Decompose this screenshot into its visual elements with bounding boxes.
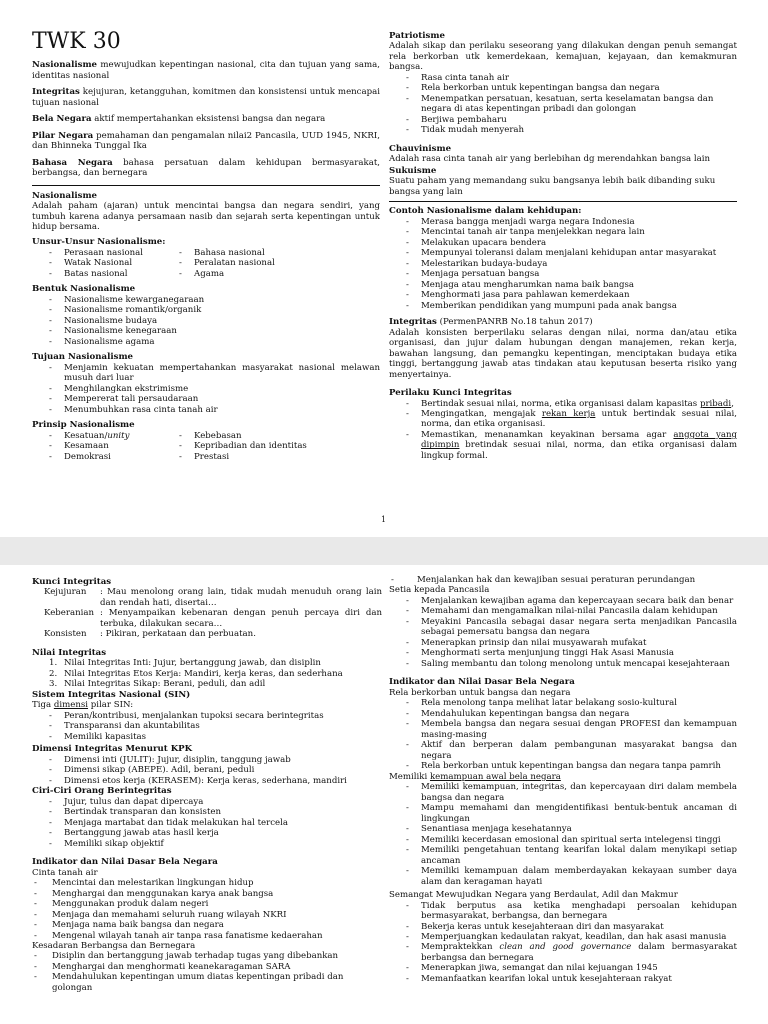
list-item: - Agama bbox=[162, 269, 362, 279]
list-item: - Mempererat tali persaudaraan bbox=[32, 394, 380, 404]
list-item: - Peralatan nasional bbox=[162, 258, 362, 268]
nilai-list bbox=[32, 658, 382, 689]
list-item: - Kesamaan bbox=[32, 441, 162, 451]
hak-list bbox=[389, 575, 737, 585]
list-item: - Nasionalisme kenegaraan bbox=[32, 326, 380, 336]
def-nasionalisme: Nasionalisme mewujudkan kepentingan nasional, cita dan tujuan yang sama, identitas nasional bbox=[32, 60, 380, 81]
section-heading: Nasionalisme bbox=[32, 190, 98, 201]
list-item: - Bekerja keras untuk kesejahteraan diri dan masyarakat bbox=[389, 922, 737, 932]
list-item: - Dimensi sikap (ABEPE). Adil, berani, peduli bbox=[32, 765, 382, 775]
list-item: - Rela menolong tanpa melihat latar belakang sosio-kultural bbox=[389, 698, 737, 708]
section-text: Adalah sikap dan perilaku seseorang yang dilakukan dengan penuh semangat rela berkorban utk kemerdekaan, kemajuan, kejayaan, dan kemakmuran bangsa. bbox=[389, 41, 737, 73]
list-item: - Memiliki kemampuan, integritas, dan kepercayaan diri dalam membela bangsa dan negara bbox=[389, 782, 737, 803]
list-item: - Memanfaatkan kearifan lokal untuk kesejahteraan rakyat bbox=[389, 974, 737, 984]
sub-heading: Semangat Mewujudkan Negara yang Berdaulat, Adil dan Makmur bbox=[389, 890, 678, 901]
section-text: Adalah konsisten berperilaku selaras dengan nilai, norma dan/atau etika organisasi, dan jujur dalam hubungan dengan manajemen, rekan kerja, bawahan langsung, dan pemangku kepentingan, menciptakan budaya etika tinggi, bertanggung jawab atas tindakan atau keputusan beserta risiko yang menyertainya. bbox=[389, 327, 737, 380]
list-item: - Memiliki pengetahuan tentang kearifan lokal dalam menyikapi setiap ancaman bbox=[389, 845, 737, 866]
list-item: - Menghilangkan ekstrimisme bbox=[32, 384, 380, 394]
page1-left-column bbox=[32, 30, 380, 462]
def-bahasa-negara: Bahasa Negara bahasa persatuan dalam kehidupan bermasyarakat, berbangsa, dan bernegara bbox=[32, 157, 381, 179]
section-heading: Chauvinisme bbox=[389, 143, 452, 154]
list-item: - Perasaan nasional bbox=[32, 248, 162, 258]
list-item: - Menjaga nama baik bangsa dan negara bbox=[32, 920, 382, 930]
kunci-row: Konsisten : Pikiran, perkataan dan perbuatan. bbox=[44, 629, 256, 640]
list-item: - Bertindak transparan dan konsisten bbox=[32, 807, 382, 817]
list-item: - Memiliki kapasitas bbox=[32, 732, 382, 742]
page-title: TWK 30 bbox=[32, 29, 121, 54]
divider bbox=[32, 185, 380, 186]
list-item: - Memiliki kemampuan dalam memberdayakan kekayaan sumber daya alam dan keragaman hayati bbox=[389, 866, 737, 887]
list-item: - Mampu memahami dan mengidentifikasi bentuk-bentuk ancaman di lingkungan bbox=[389, 803, 737, 824]
setia-list bbox=[389, 596, 737, 669]
sub-heading: Kesadaran Berbangsa dan Bernegara bbox=[32, 940, 196, 951]
section-text: Adalah paham (ajaran) untuk mencintai bangsa dan negara sendiri, yang tumbuh karena adanya persamaan nasib dan sejarah serta kepentingan untuk hidup bersama. bbox=[32, 201, 380, 232]
section-heading: Nilai Integritas bbox=[32, 647, 107, 658]
awal-list bbox=[389, 782, 737, 887]
section-heading: Indikator dan Nilai Dasar Bela Negara bbox=[389, 677, 575, 688]
kesadaran-list bbox=[32, 951, 382, 993]
rela-list bbox=[389, 698, 737, 771]
list-item: - Memberikan pendidikan yang mumpuni pada anak bangsa bbox=[389, 301, 737, 311]
list-item: - Memperjuangkan kedaulatan rakyat, keadilan, dan hak asasi manusia bbox=[389, 932, 737, 942]
list-item: - Menjaga dan memahami seluruh ruang wilayah NKRI bbox=[32, 910, 382, 920]
list-item: - Menjamin kekuatan mempertahankan masyarakat nasional melawan musuh dari luar bbox=[32, 363, 380, 384]
unsur-list bbox=[32, 248, 380, 279]
list-item: - Menumbuhkan rasa cinta tanah air bbox=[32, 405, 380, 415]
list-item: - Aktif dan berperan dalam pembangunan masyarakat bangsa dan negara bbox=[389, 740, 737, 761]
list-item: - Prestasi bbox=[162, 452, 362, 462]
tujuan-list bbox=[32, 363, 380, 415]
list-item: - Rasa cinta tanah air bbox=[389, 73, 737, 83]
list-item: - Menjalankan hak dan kewajiban sesuai peraturan perundangan bbox=[389, 575, 737, 585]
list-item: - Meyakini Pancasila sebagai dasar negara serta menjadikan Pancasila sebagai pemersatu bangsa dan negara bbox=[389, 617, 737, 638]
list-item: - Dimensi etos kerja (KERASEM): Kerja keras, sederhana, mandiri bbox=[32, 776, 382, 786]
list-item: - Kesatuan/unity bbox=[32, 431, 162, 441]
list-item: - Memahami dan mengamalkan nilai-nilai Pancasila dalam kehidupan bbox=[389, 606, 737, 616]
ciri-list bbox=[32, 797, 382, 849]
sub-heading: Cinta tanah air bbox=[32, 867, 98, 878]
perilaku-list bbox=[389, 399, 737, 462]
list-item: - Memiliki sikap objektif bbox=[32, 839, 382, 849]
section-heading: Indikator dan Nilai Dasar Bela Negara bbox=[32, 857, 218, 868]
section-text: Adalah rasa cinta tanah air yang berlebihan dg merendahkan bangsa lain bbox=[389, 154, 711, 165]
document-page-2 bbox=[0, 565, 768, 1024]
patriotisme-list bbox=[389, 73, 737, 136]
list-item: - Bahasa nasional bbox=[162, 248, 362, 258]
list-item: - Mengingatkan, mengajak rekan kerja untuk bertindak sesuai nilai, norma, dan etika organisasi. bbox=[389, 409, 737, 430]
list-item: - Menghormati jasa para pahlawan kemerdekaan bbox=[389, 290, 737, 300]
list-item: - Menempatkan persatuan, kesatuan, serta keselamatan bangsa dan negara di atas kepentingan pribadi dan golongan bbox=[389, 94, 737, 115]
list-item: - Menghormati serta menjunjung tinggi Hak Asasi Manusia bbox=[389, 648, 737, 658]
list-item: - Mencintai dan melestarikan lingkungan hidup bbox=[32, 878, 382, 888]
list-item: - Kepribadian dan identitas bbox=[162, 441, 362, 451]
section-text: Suatu paham yang memandang suku bangsanya lebih baik dibanding suku bangsa yang lain bbox=[389, 176, 716, 197]
section-heading: Dimensi Integritas Menurut KPK bbox=[32, 744, 193, 755]
list-item: - Menggunakan produk dalam negeri bbox=[32, 899, 382, 909]
prinsip-list bbox=[32, 431, 380, 462]
section-heading: Integritas (PermenPANRB No.18 tahun 2017) bbox=[389, 317, 593, 328]
page2-left-column bbox=[32, 577, 382, 993]
list-item: - Membela bangsa dan negara sesuai dengan PROFESI dan kemampuan masing-masing bbox=[389, 719, 737, 740]
list-item: - Menerapkan jiwa, semangat dan nilai kejuangan 1945 bbox=[389, 963, 737, 973]
list-item: - Transparansi dan akuntabilitas bbox=[32, 721, 382, 731]
list-item: - Melestarikan budaya-budaya bbox=[389, 259, 737, 269]
sub-heading: Rela berkorban untuk bangsa dan negara bbox=[389, 687, 571, 698]
list-item: - Batas nasional bbox=[32, 269, 162, 279]
page-number: 1 bbox=[381, 515, 387, 524]
def-integritas: Integritas kejujuran, ketangguhan, komitmen dan konsistensi untuk mencapai tujuan nasional bbox=[32, 87, 380, 108]
list-item: - Mengenal wilayah tanah air tanpa rasa fanatisme kedaerahan bbox=[32, 931, 382, 941]
list-item: - Jujur, tulus dan dapat dipercaya bbox=[32, 797, 382, 807]
list-item: - Nasionalisme budaya bbox=[32, 316, 380, 326]
list-item: - Tidak mudah menyerah bbox=[389, 125, 737, 135]
list-item: - Dimensi inti (JULIT): Jujur, disiplin, tanggung jawab bbox=[32, 755, 382, 765]
list-item: - Berjiwa pembaharu bbox=[389, 115, 737, 125]
list-item: - Menghargai dan menghormati keanekaragaman SARA bbox=[32, 962, 382, 972]
list-item: - Rela berkorban untuk kepentingan bangsa dan negara bbox=[389, 83, 737, 93]
list-item: 3. Nilai Integritas Sikap: Berani, peduli, dan adil bbox=[49, 679, 266, 690]
page2-right-column bbox=[389, 575, 737, 984]
divider bbox=[389, 201, 737, 202]
list-item: - Menjalankan kewajiban agama dan kepercayaan secara baik dan benar bbox=[389, 596, 737, 606]
list-item: - Mempraktekkan clean and good governance dalam bermasyarakat berbangsa dan bernegara bbox=[389, 942, 737, 963]
list-item: - Menjaga martabat dan tidak melakukan hal tercela bbox=[32, 818, 382, 828]
kunci-row: Keberanian : Menyampaikan kebenaran dengan penuh percaya diri dan terbuka, dilakukan secara… bbox=[44, 608, 382, 629]
list-item: - Mendahulukan kepentingan bangsa dan negara bbox=[389, 709, 737, 719]
section-heading: Perilaku Kunci Integritas bbox=[389, 388, 512, 399]
list-item: - Peran/kontribusi, menjalankan tupoksi secara berintegritas bbox=[32, 711, 382, 721]
list-item: - Watak Nasional bbox=[32, 258, 162, 268]
list-item: 2. Nilai Integritas Etos Kerja: Mandiri, kerja keras, dan sederhana bbox=[49, 668, 343, 679]
section-heading: Tujuan Nasionalisme bbox=[32, 352, 134, 363]
def-bela-negara: Bela Negara aktif mempertahankan eksistensi bangsa dan negara bbox=[32, 114, 326, 125]
section-heading: Sukuisme bbox=[389, 165, 437, 176]
list-item: - Menjaga persatuan bangsa bbox=[389, 269, 737, 279]
def-pilar-negara: Pilar Negara pemahaman dan pengamalan nilai2 Pancasila, UUD 1945, NKRI, dan Bhinneka Tunggal Ika bbox=[32, 130, 380, 152]
list-item: - Nasionalisme agama bbox=[32, 337, 380, 347]
list-item: - Mendahulukan kepentingan umum diatas kepentingan pribadi dan golongan bbox=[32, 972, 382, 993]
list-item: - Mempunyai toleransi dalam menjalani kehidupan antar masyarakat bbox=[389, 248, 737, 258]
list-item: - Kebebasan bbox=[162, 431, 362, 441]
list-item: - Rela berkorban untuk kepentingan bangsa dan negara tanpa pamrih bbox=[389, 761, 737, 771]
list-item: - Bertindak sesuai nilai, norma, etika organisasi dalam kapasitas pribadi, bbox=[389, 399, 737, 409]
list-item: - Merasa bangga menjadi warga negara Indonesia bbox=[389, 217, 737, 227]
section-text: Tiga dimensi pilar SIN: bbox=[32, 700, 134, 711]
list-item: - Mencintai tanah air tanpa menjelekkan negara lain bbox=[389, 227, 737, 237]
list-item: - Nasionalisme kewarganegaraan bbox=[32, 295, 380, 305]
list-item: - Melakukan upacara bendera bbox=[389, 238, 737, 248]
list-item: - Menghargai dan menggunakan karya anak bangsa bbox=[32, 889, 382, 899]
list-item: 1. Nilai Integritas Inti: Jujur, bertanggung jawab, dan disiplin bbox=[49, 658, 321, 669]
list-item: - Menjaga atau mengharumkan nama baik bangsa bbox=[389, 280, 737, 290]
page-gap bbox=[0, 537, 768, 565]
section-heading: Kunci Integritas bbox=[32, 577, 112, 587]
list-item: - Menerapkan prinsip dan nilai musyawarah mufakat bbox=[389, 638, 737, 648]
cinta-list bbox=[32, 878, 382, 941]
kunci-row: Kejujuran : Mau menolong orang lain, tidak mudah menuduh orang lain dan rendah hati, disertai… bbox=[44, 587, 382, 608]
section-heading: Unsur-Unsur Nasionalisme: bbox=[32, 237, 166, 248]
section-heading: Prinsip Nasionalisme bbox=[32, 420, 135, 431]
sub-heading: Memiliki kemampuan awal bela negara bbox=[389, 771, 561, 782]
page1-right-column bbox=[389, 31, 737, 461]
section-heading: Bentuk Nasionalisme bbox=[32, 284, 136, 295]
bentuk-list bbox=[32, 295, 380, 347]
list-item: - Saling membantu dan tolong menolong untuk mencapai kesejahteraan bbox=[389, 659, 737, 669]
list-item: - Demokrasi bbox=[32, 452, 162, 462]
definitions bbox=[32, 60, 380, 178]
section-heading: Contoh Nasionalisme dalam kehidupan: bbox=[389, 206, 582, 217]
section-heading: Ciri-Ciri Orang Berintegritas bbox=[32, 786, 172, 797]
list-item: - Memastikan, menanamkan keyakinan bersama agar anggota yang dipimpin bretindak sesuai nilai, norma, dan etika organisasi dalam lingkup formal. bbox=[389, 430, 737, 461]
dimensi-list bbox=[32, 755, 382, 786]
contoh-list bbox=[389, 217, 737, 311]
list-item: - Senantiasa menjaga kesehatannya bbox=[389, 824, 737, 834]
list-item: - Bertanggung jawab atas hasil kerja bbox=[32, 828, 382, 838]
semangat-list bbox=[389, 901, 737, 985]
list-item: - Memiliki kecerdasan emosional dan spiritual serta intelegensi tinggi bbox=[389, 835, 737, 845]
sin-list bbox=[32, 711, 382, 742]
list-item: - Disiplin dan bertanggung jawab terhadap tugas yang dibebankan bbox=[32, 951, 382, 961]
list-item: - Nasionalisme romantik/organik bbox=[32, 305, 380, 315]
section-heading: Patriotisme bbox=[389, 31, 445, 41]
sub-heading: Setia kepada Pancasila bbox=[389, 585, 490, 596]
list-item: - Tidak berputus asa ketika menghadapi persoalan kehidupan bermasyarakat, berbangsa, dan bernegara bbox=[389, 901, 737, 922]
section-heading: Sistem Integritas Nasional (SIN) bbox=[32, 689, 191, 700]
